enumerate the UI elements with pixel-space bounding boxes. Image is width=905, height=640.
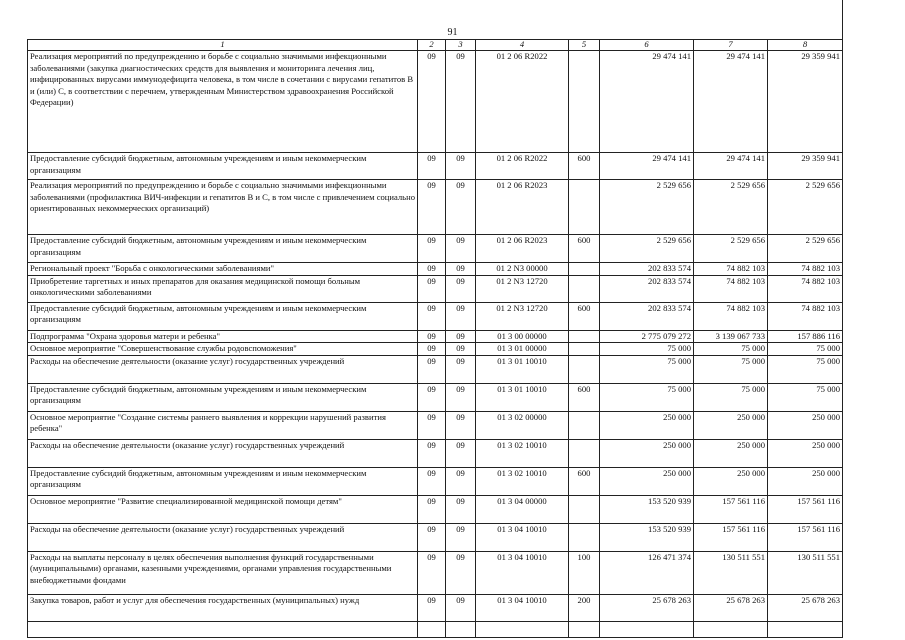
right-page-border [842,0,843,622]
amount-year2-cell: 3 139 067 733 [694,330,768,343]
amount-year2-cell: 74 882 103 [694,275,768,302]
column-number-row [28,40,843,51]
amount-year1-cell: 25 678 263 [600,594,694,637]
section-code-cell: 09 [418,594,446,637]
section-code-cell: 09 [418,51,446,153]
amount-year2-cell: 250 000 [694,439,768,467]
expense-type-cell [569,330,600,343]
expense-type-cell [569,523,600,551]
section-code-cell: 09 [418,235,446,263]
amount-year1-cell: 126 471 374 [600,551,694,594]
amount-year2-cell: 74 882 103 [694,302,768,330]
budget-table [27,39,843,638]
expense-type-cell [569,51,600,153]
expense-type-cell: 600 [569,153,600,180]
table-row [28,439,843,467]
section-code-cell: 09 [418,467,446,495]
row-name-cell: Региональный проект "Борьба с онкологическими заболеваниями" [28,263,418,276]
section-code-cell: 09 [418,355,446,383]
amount-year1-cell: 202 833 574 [600,302,694,330]
column-header-6: 6 [600,40,694,51]
target-article-cell: 01 3 02 10010 [476,467,569,495]
section-code-cell: 09 [418,551,446,594]
section-code-cell: 09 [418,302,446,330]
amount-year2-cell: 250 000 [694,467,768,495]
expense-type-cell: 600 [569,235,600,263]
row-name-cell: Закупка товаров, работ и услуг для обеспечения государственных (муниципальных) нужд [28,594,418,637]
amount-year2-cell: 157 561 116 [694,495,768,523]
row-name-cell: Предоставление субсидий бюджетным, автономным учреждениям и иным некоммерческим организациям [28,153,418,180]
amount-year3-cell: 29 359 941 [768,153,843,180]
subsection-code-cell: 09 [446,343,476,356]
target-article-cell: 01 3 04 00000 [476,495,569,523]
target-article-cell: 01 2 06 R2023 [476,180,569,235]
amount-year3-cell: 75 000 [768,383,843,411]
amount-year2-cell: 250 000 [694,411,768,439]
amount-year1-cell: 75 000 [600,383,694,411]
amount-year3-cell: 74 882 103 [768,302,843,330]
column-header-2: 2 [418,40,446,51]
subsection-code-cell: 09 [446,330,476,343]
subsection-code-cell: 09 [446,495,476,523]
amount-year3-cell: 74 882 103 [768,263,843,276]
row-name-cell: Приобретение таргетных и иных препаратов для оказания медицинской помощи больным онкологическими заболеваниями [28,275,418,302]
expense-type-cell: 600 [569,302,600,330]
row-name-cell: Расходы на обеспечение деятельности (оказание услуг) государственных учреждений [28,523,418,551]
amount-year3-cell: 157 886 116 [768,330,843,343]
amount-year1-cell: 2 529 656 [600,180,694,235]
subsection-code-cell: 09 [446,51,476,153]
amount-year1-cell: 153 520 939 [600,523,694,551]
amount-year1-cell: 2 529 656 [600,235,694,263]
amount-year3-cell: 250 000 [768,439,843,467]
table-row [28,495,843,523]
table-row [28,551,843,594]
amount-year1-cell: 2 775 079 272 [600,330,694,343]
column-header-8: 8 [768,40,843,51]
amount-year1-cell: 250 000 [600,467,694,495]
row-name-cell: Основное мероприятие "Совершенствование службы родовспоможения" [28,343,418,356]
subsection-code-cell: 09 [446,235,476,263]
row-name-cell: Предоставление субсидий бюджетным, автономным учреждениям и иным некоммерческим организациям [28,235,418,263]
subsection-code-cell: 09 [446,153,476,180]
table-row [28,383,843,411]
section-code-cell: 09 [418,495,446,523]
subsection-code-cell: 09 [446,302,476,330]
section-code-cell: 09 [418,343,446,356]
target-article-cell: 01 2 06 R2022 [476,51,569,153]
target-article-cell: 01 3 02 10010 [476,439,569,467]
target-article-cell: 01 2 06 R2023 [476,235,569,263]
table-row [28,343,843,356]
expense-type-cell: 600 [569,467,600,495]
amount-year2-cell: 75 000 [694,355,768,383]
amount-year1-cell: 202 833 574 [600,263,694,276]
expense-type-cell [569,180,600,235]
table-row [28,153,843,180]
row-name-cell: Реализация мероприятий по предупреждению и борьбе с социально значимыми инфекционными заболеваниями (закупка диагностических средств для выявления и мониторинга лечения лиц, инфицированных вирусами иммунодефицита человека, в том числе в сочетании с вирусами гепатитов В и (или) С, в соответствии с перечнем, утвержденным Министерством здравоохранения Российской Федерации) [28,51,418,153]
row-name-cell: Расходы на обеспечение деятельности (оказание услуг) государственных учреждений [28,355,418,383]
amount-year3-cell: 250 000 [768,467,843,495]
target-article-cell: 01 3 00 00000 [476,330,569,343]
section-code-cell: 09 [418,439,446,467]
row-name-cell: Предоставление субсидий бюджетным, автономным учреждениям и иным некоммерческим организациям [28,302,418,330]
section-code-cell: 09 [418,180,446,235]
row-name-cell: Расходы на выплаты персоналу в целях обеспечения выполнения функций государственными (муниципальными) органами, казенными учреждениями, органами управления государственными внебюджетными фондами [28,551,418,594]
target-article-cell: 01 3 01 10010 [476,355,569,383]
table-row [28,523,843,551]
table-row [28,594,843,637]
target-article-cell: 01 2 N3 12720 [476,302,569,330]
expense-type-cell [569,495,600,523]
subsection-code-cell: 09 [446,523,476,551]
amount-year2-cell: 29 474 141 [694,51,768,153]
target-article-cell: 01 3 01 10010 [476,383,569,411]
amount-year2-cell: 157 561 116 [694,523,768,551]
amount-year3-cell: 29 359 941 [768,51,843,153]
page-number: 91 [447,27,458,38]
target-article-cell: 01 3 04 10010 [476,551,569,594]
amount-year3-cell: 157 561 116 [768,523,843,551]
row-name-cell: Предоставление субсидий бюджетным, автономным учреждениям и иным некоммерческим организациям [28,383,418,411]
target-article-cell: 01 3 01 00000 [476,343,569,356]
target-article-cell: 01 3 02 00000 [476,411,569,439]
target-article-cell: 01 2 N3 12720 [476,275,569,302]
table-row [28,275,843,302]
expense-type-cell: 100 [569,551,600,594]
table-row [28,355,843,383]
table-row [28,411,843,439]
amount-year2-cell: 130 511 551 [694,551,768,594]
table-row [28,302,843,330]
column-header-1: 1 [28,40,418,51]
subsection-code-cell: 09 [446,180,476,235]
subsection-code-cell: 09 [446,594,476,637]
column-header-3: 3 [446,40,476,51]
bottom-page-border [27,621,843,622]
column-header-5: 5 [569,40,600,51]
table-row [28,467,843,495]
section-code-cell: 09 [418,523,446,551]
amount-year2-cell: 74 882 103 [694,263,768,276]
table-row [28,330,843,343]
amount-year3-cell: 25 678 263 [768,594,843,637]
row-name-cell: Основное мероприятие "Создание системы раннего выявления и коррекции нарушений развития ребенка" [28,411,418,439]
amount-year2-cell: 2 529 656 [694,180,768,235]
amount-year1-cell: 250 000 [600,439,694,467]
expense-type-cell [569,411,600,439]
expense-type-cell [569,439,600,467]
amount-year1-cell: 153 520 939 [600,495,694,523]
table-row [28,180,843,235]
column-header-4: 4 [476,40,569,51]
amount-year3-cell: 75 000 [768,343,843,356]
subsection-code-cell: 09 [446,467,476,495]
subsection-code-cell: 09 [446,275,476,302]
target-article-cell: 01 2 N3 00000 [476,263,569,276]
amount-year2-cell: 29 474 141 [694,153,768,180]
subsection-code-cell: 09 [446,439,476,467]
amount-year3-cell: 2 529 656 [768,180,843,235]
row-name-cell: Реализация мероприятий по предупреждению и борьбе с социально значимыми инфекционными заболеваниями (профилактика ВИЧ-инфекции и гепатитов В и С, в том числе с привлечением социально ориентированных некоммерческих организаций) [28,180,418,235]
row-name-cell: Подпрограмма "Охрана здоровья матери и ребенка" [28,330,418,343]
section-code-cell: 09 [418,153,446,180]
subsection-code-cell: 09 [446,411,476,439]
amount-year1-cell: 75 000 [600,355,694,383]
expense-type-cell [569,275,600,302]
target-article-cell: 01 2 06 R2022 [476,153,569,180]
table-row [28,263,843,276]
amount-year3-cell: 130 511 551 [768,551,843,594]
amount-year1-cell: 29 474 141 [600,51,694,153]
expense-type-cell: 200 [569,594,600,637]
amount-year3-cell: 75 000 [768,355,843,383]
table-row [28,235,843,263]
amount-year1-cell: 202 833 574 [600,275,694,302]
amount-year1-cell: 29 474 141 [600,153,694,180]
amount-year1-cell: 250 000 [600,411,694,439]
subsection-code-cell: 09 [446,263,476,276]
subsection-code-cell: 09 [446,355,476,383]
expense-type-cell: 600 [569,383,600,411]
expense-type-cell [569,355,600,383]
target-article-cell: 01 3 04 10010 [476,523,569,551]
amount-year3-cell: 157 561 116 [768,495,843,523]
amount-year2-cell: 75 000 [694,343,768,356]
amount-year2-cell: 75 000 [694,383,768,411]
target-article-cell: 01 3 04 10010 [476,594,569,637]
section-code-cell: 09 [418,330,446,343]
section-code-cell: 09 [418,411,446,439]
section-code-cell: 09 [418,263,446,276]
section-code-cell: 09 [418,383,446,411]
amount-year3-cell: 74 882 103 [768,275,843,302]
subsection-code-cell: 09 [446,383,476,411]
table-row [28,51,843,153]
row-name-cell: Расходы на обеспечение деятельности (оказание услуг) государственных учреждений [28,439,418,467]
row-name-cell: Основное мероприятие "Развитие специализированной медицинской помощи детям" [28,495,418,523]
expense-type-cell [569,263,600,276]
expense-type-cell [569,343,600,356]
amount-year3-cell: 2 529 656 [768,235,843,263]
subsection-code-cell: 09 [446,551,476,594]
amount-year2-cell: 25 678 263 [694,594,768,637]
amount-year1-cell: 75 000 [600,343,694,356]
column-header-7: 7 [694,40,768,51]
amount-year2-cell: 2 529 656 [694,235,768,263]
section-code-cell: 09 [418,275,446,302]
amount-year3-cell: 250 000 [768,411,843,439]
row-name-cell: Предоставление субсидий бюджетным, автономным учреждениям и иным некоммерческим организациям [28,467,418,495]
